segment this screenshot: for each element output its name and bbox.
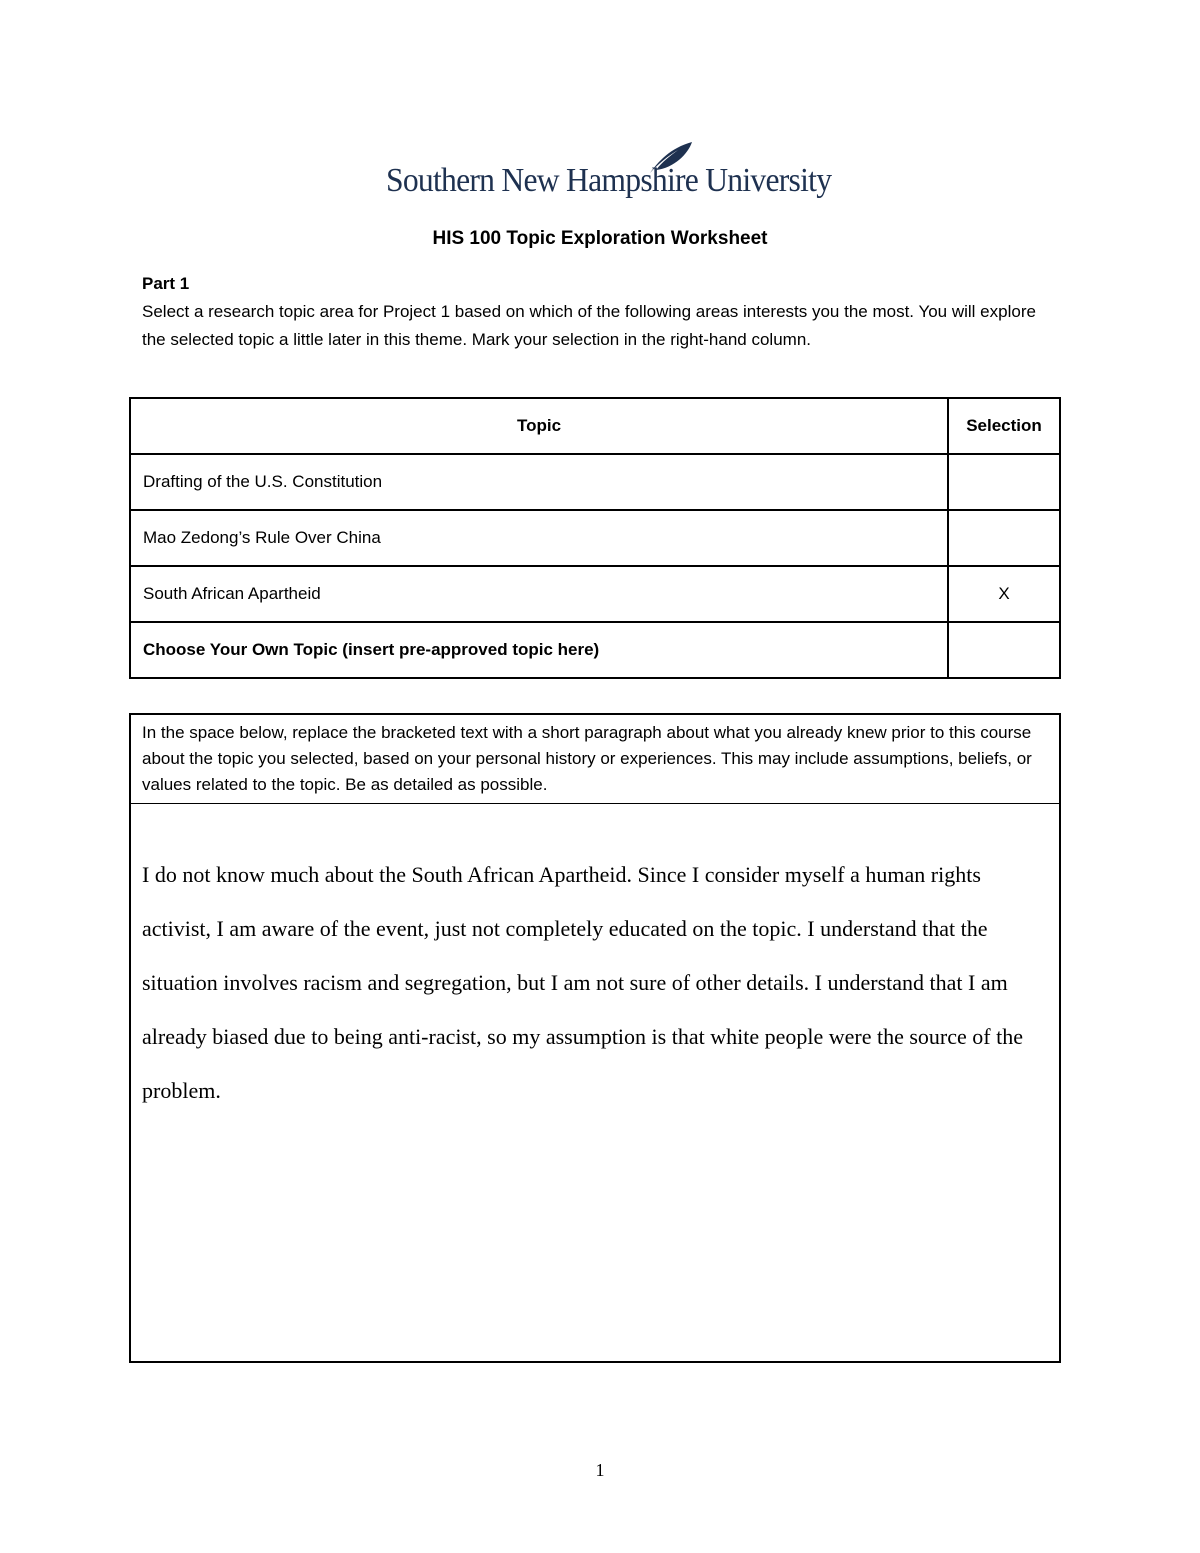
topic-cell: South African Apartheid (130, 566, 948, 622)
table-row (130, 622, 1060, 678)
topic-cell: Drafting of the U.S. Constitution (130, 454, 948, 510)
topic-selection-table (129, 397, 1061, 679)
feather-leaf-icon (648, 140, 694, 174)
part-label: Part 1 (142, 274, 190, 293)
reflection-prompt: In the space below, replace the bracketed text with a short paragraph about what you already knew prior to this course about the topic you selected, based on your personal history or experiences. This may include assumptions, beliefs, or values related to the topic. Be as detailed as possible. (131, 715, 1059, 804)
selection-cell[interactable] (948, 622, 1060, 678)
table-row (130, 454, 1060, 510)
table-header-row (130, 398, 1060, 454)
selection-cell[interactable] (948, 454, 1060, 510)
selection-cell[interactable]: X (948, 566, 1060, 622)
logo-text: Southern New Hampshire University (386, 162, 832, 199)
instructions-text: Select a research topic area for Project 1 based on which of the following areas interests you the most. You will explore the selected topic a little later in this theme. Mark your selection in the right-hand column. (142, 302, 1036, 349)
reflection-box (129, 713, 1061, 1363)
selection-cell[interactable] (948, 510, 1060, 566)
reflection-answer[interactable]: I do not know much about the South African Apartheid. Since I consider myself a human rights activist, I am aware of the event, just not completely educated on the topic. I understand that the situation involves racism and segregation, but I am not sure of other details. I understand that I am already biased due to being anti-racist, so my assumption is that white people were the source of the problem. (142, 862, 1023, 1103)
topic-cell: Choose Your Own Topic (insert pre-approved topic here) (130, 622, 948, 678)
selection-column-header: Selection (948, 398, 1060, 454)
table-row (130, 510, 1060, 566)
topic-cell: Mao Zedong’s Rule Over China (130, 510, 948, 566)
page-number: 1 (595, 1460, 605, 1480)
document-title: HIS 100 Topic Exploration Worksheet (432, 228, 768, 249)
university-logo (386, 140, 832, 210)
table-row (130, 566, 1060, 622)
topic-column-header: Topic (130, 398, 948, 454)
